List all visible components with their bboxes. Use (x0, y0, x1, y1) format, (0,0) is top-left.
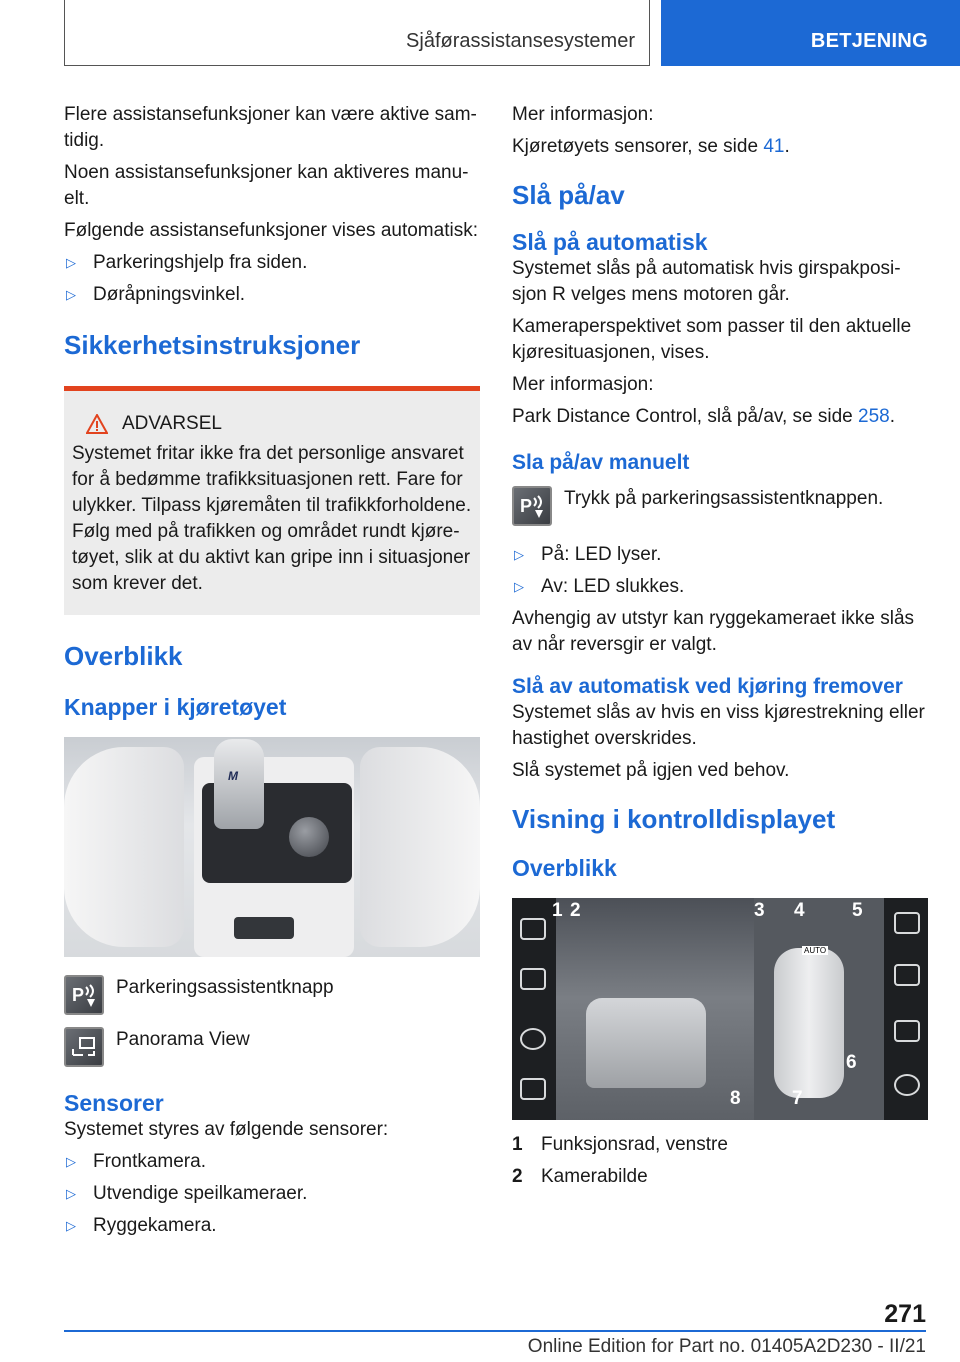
edition-text: Online Edition for Part no. 01405A2D230 - II/21 (527, 1336, 926, 1357)
list-item (64, 250, 480, 276)
vehicle-top-view (774, 948, 844, 1098)
warning-title (72, 413, 472, 435)
gear-selector (214, 739, 264, 829)
callout-number: 1 (552, 900, 563, 921)
icon-label: Parkeringsassistentknapp (116, 977, 334, 998)
callout-number: 7 (792, 1088, 803, 1109)
reference-text: Kjøretøyets sensorer, se side (512, 136, 764, 157)
legend-item (512, 1132, 928, 1158)
auto-off-heading: Slå av automatisk ved kjøring fremover (512, 675, 903, 698)
list-item-text: Frontkamera. (93, 1151, 206, 1172)
brand-logo: M (228, 769, 238, 783)
list-item (512, 574, 928, 600)
buttons-heading: Knapper i kjøretøyet (64, 694, 287, 720)
bullet-triangle-icon: ▷ (66, 255, 76, 270)
warning-label: ADVARSEL (122, 413, 222, 434)
onoff-heading: Slå på/av (512, 180, 625, 210)
list-item (64, 1213, 480, 1239)
manual-heading: Sla på/av manuelt (512, 451, 690, 474)
car-icon (520, 918, 546, 940)
settings-icon (894, 1074, 920, 1096)
legend-item (512, 1164, 928, 1190)
sensors-heading: Sensorer (64, 1090, 164, 1116)
parking-sensor-icon (520, 1028, 546, 1050)
panorama-view-icon (64, 1027, 104, 1067)
paragraph: Mer informasjon: (512, 104, 654, 125)
page-link[interactable]: 41 (763, 136, 785, 157)
header-chapter-box (661, 0, 960, 66)
bullet-triangle-icon: ▷ (66, 287, 76, 302)
control-display-screenshot (512, 898, 928, 1120)
paragraph: Park Distance Control, slå på/av, se side 258. (512, 406, 896, 427)
paragraph: Systemet slås på automatisk hvis girspakposi-sjon R velges mens motoren går. (512, 258, 901, 305)
svg-text:P: P (72, 985, 85, 1005)
paragraph: Avhengig av utstyr kan ryggekameraet ikke slås av når reversgir er valgt. (512, 608, 915, 655)
page-number: 271 (884, 1300, 926, 1328)
icon-label: Trykk på parkeringsassistentknappen. (564, 488, 884, 509)
vehicle-rear-view (586, 998, 706, 1088)
camera-icon (520, 968, 546, 990)
panorama-icon (894, 1020, 920, 1042)
vehicle-console-photo (64, 737, 480, 957)
left-column (64, 102, 480, 1245)
page-link[interactable]: 258 (858, 406, 890, 427)
right-column (512, 102, 928, 1196)
auto-badge: AUTO (804, 946, 827, 955)
list-item-text: Ryggekamera. (93, 1215, 217, 1236)
safety-heading: Sikkerhetsinstruksjoner (64, 330, 361, 360)
callout-number: 8 (730, 1088, 741, 1109)
list-item (64, 282, 480, 308)
list-item-text: Utvendige speilkameraer. (93, 1183, 308, 1204)
trailer-icon (520, 1078, 546, 1100)
warning-text: Systemet fritar ikke fra det personlige ansvaret for å bedømme trafikksituasjonen rett. Fare for ulykker. Tilpass kjøremåten til trafikkforholdene. Følg med på trafikken og området rundt kjøre-tøyet, slik at du aktivt kan gripe inn i situasjoner som krever det. (72, 443, 472, 594)
bullet-triangle-icon: ▷ (66, 1186, 76, 1201)
callout-number: 3 (754, 900, 765, 921)
paragraph: Kjøretøyets sensorer, se side 41. (512, 136, 790, 157)
paragraph: Noen assistansefunksjoner kan aktiveres manu-elt. (64, 162, 469, 209)
list-item (64, 1149, 480, 1175)
paragraph: Slå systemet på igjen ved behov. (512, 760, 790, 781)
paragraph: Flere assistansefunksjoner kan være aktive sam-tidig. (64, 104, 477, 151)
callout-number: 4 (794, 900, 805, 921)
reference-text: Park Distance Control, slå på/av, se side (512, 406, 859, 427)
header-section-box (64, 0, 650, 66)
display-overview-heading: Overblikk (512, 855, 617, 881)
icon-row (64, 1027, 480, 1067)
callout-number: 6 (846, 1052, 857, 1073)
bullet-triangle-icon: ▷ (514, 547, 524, 562)
legend-text: Kamerabilde (541, 1166, 648, 1187)
footer-divider (64, 1330, 926, 1332)
overview-heading: Overblikk (64, 641, 183, 671)
callout-number: 2 (570, 900, 581, 921)
legend-text: Funksjonsrad, venstre (541, 1134, 728, 1155)
warning-triangle-icon (86, 414, 108, 434)
steering-icon (894, 912, 920, 934)
list-item-text: Parkeringshjelp fra siden. (93, 252, 308, 273)
list-item-text: Av: LED slukkes. (541, 576, 685, 597)
side-view-icon (894, 964, 920, 986)
header-chapter-title: BETJENING (810, 30, 928, 52)
warning-box (64, 386, 480, 615)
header-section-title: Sjåførassistansesystemer (406, 30, 635, 52)
legend-number: 2 (512, 1166, 523, 1187)
list-item-text: Døråpningsvinkel. (93, 284, 246, 305)
auto-on-heading: Slå på automatisk (512, 229, 708, 255)
parking-assistant-icon (64, 975, 104, 1015)
icon-label: Panorama View (116, 1029, 250, 1050)
list-item (512, 542, 928, 568)
controller-knob (289, 817, 329, 857)
bullet-triangle-icon: ▷ (66, 1218, 76, 1233)
paragraph: Mer informasjon: (512, 374, 654, 395)
list-item (64, 1181, 480, 1207)
bullet-triangle-icon: ▷ (514, 579, 524, 594)
paragraph: Følgende assistansefunksjoner vises automatisk: (64, 220, 478, 241)
display-heading: Visning i kontrolldisplayet (512, 804, 836, 834)
paragraph: Systemet styres av følgende sensorer: (64, 1119, 389, 1140)
legend-number: 1 (512, 1134, 523, 1155)
parking-assistant-icon (512, 486, 552, 526)
callout-number: 5 (852, 900, 863, 921)
paragraph: Kameraperspektivet som passer til den aktuelle kjøresituasjonen, vises. (512, 316, 912, 363)
paragraph: Systemet slås av hvis en viss kjørestrekning eller hastighet overskrides. (512, 702, 925, 749)
bullet-triangle-icon: ▷ (66, 1154, 76, 1169)
icon-row (64, 975, 480, 1015)
svg-text:P: P (520, 496, 533, 516)
list-item-text: På: LED lyser. (541, 544, 662, 565)
icon-row (512, 486, 928, 526)
